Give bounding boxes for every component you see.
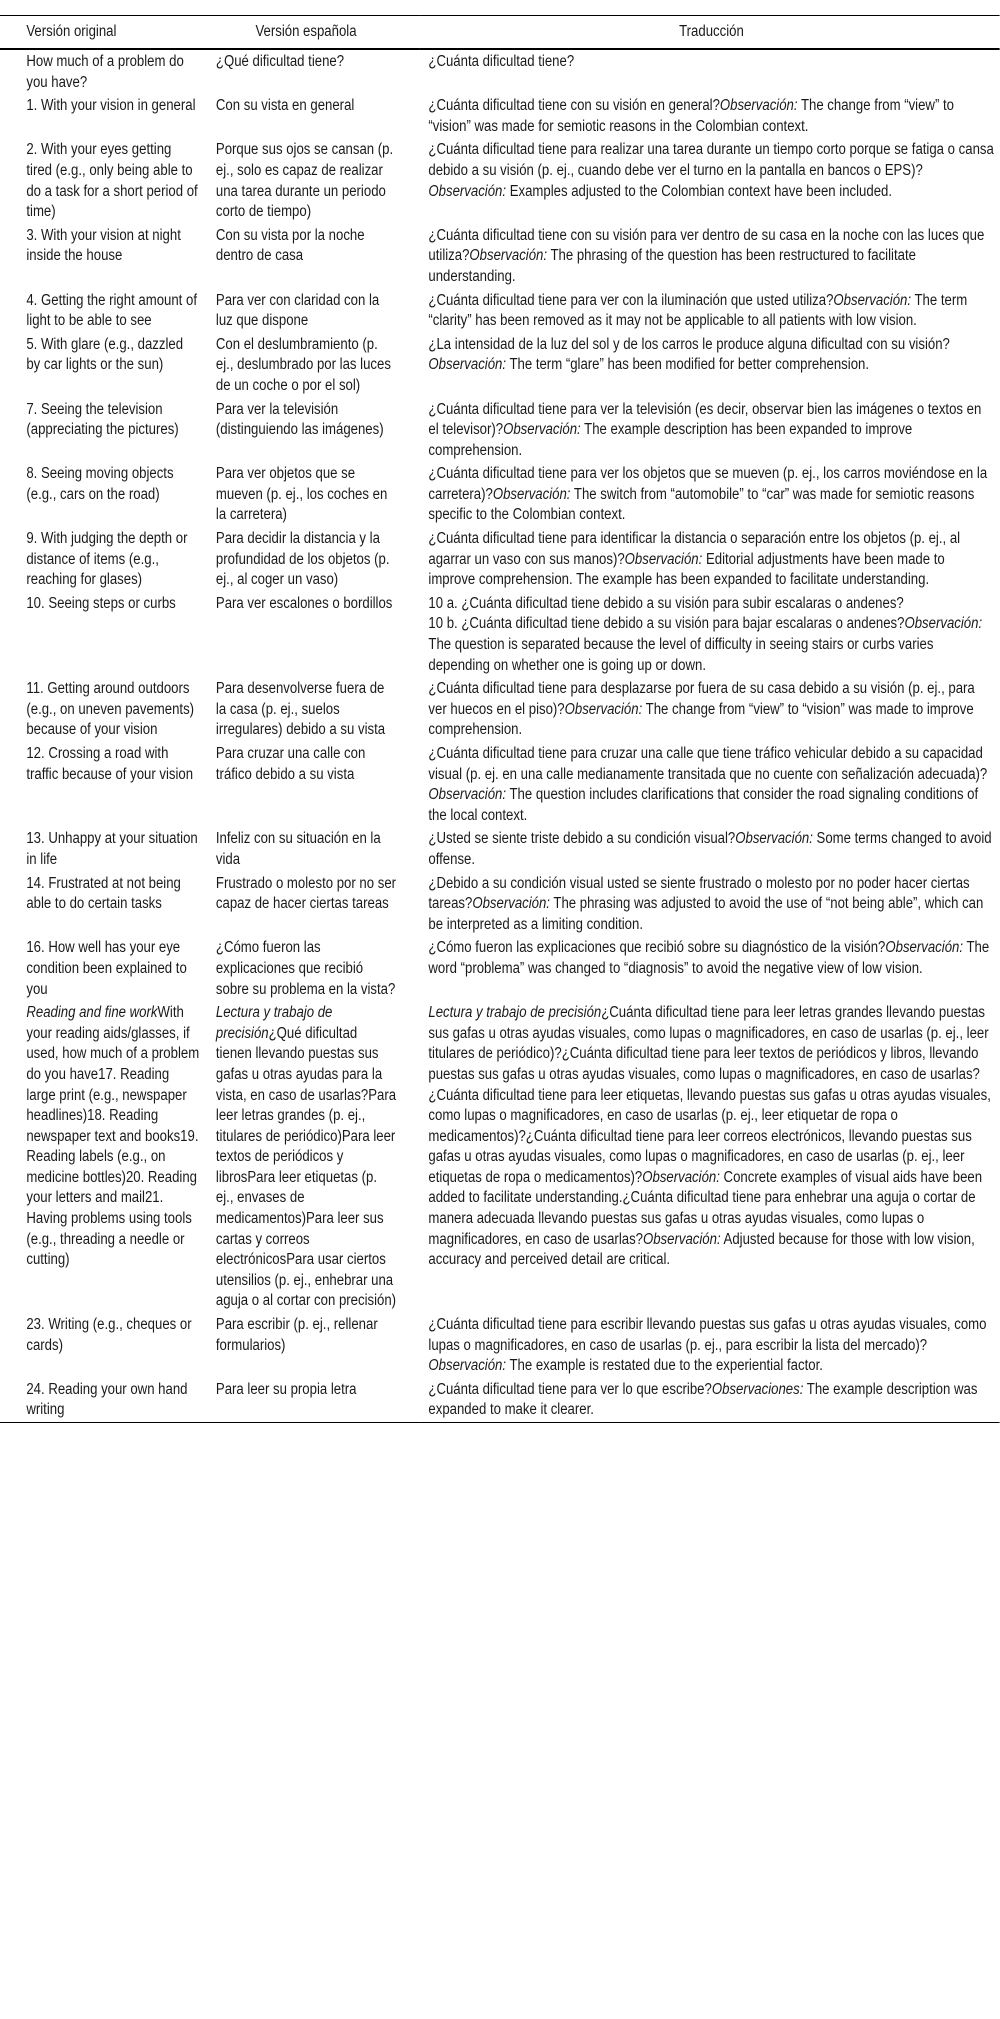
original-cell bbox=[0, 398, 213, 463]
cell-text: Para leer su propia letra bbox=[215, 1380, 357, 1398]
spanish-cell bbox=[213, 1313, 420, 1378]
cell-text: ¿Cómo fueron las explicaciones que recibió sobre su diagnóstico de la visión? bbox=[428, 939, 886, 957]
cell-text: 16. How well has your eye condition been explained to you bbox=[26, 939, 187, 998]
spanish-cell bbox=[213, 527, 420, 592]
cell-text: Examples adjusted to the Colombian context have been included. bbox=[506, 182, 893, 200]
original-cell bbox=[0, 94, 213, 138]
original-cell bbox=[0, 1313, 213, 1378]
translation-cell bbox=[420, 1378, 1000, 1423]
original-cell bbox=[0, 742, 213, 827]
translation-cell bbox=[420, 398, 1000, 463]
cell-text: Infeliz con su situación en la vida bbox=[215, 830, 381, 868]
translation-cell bbox=[420, 289, 1000, 333]
spanish-cell bbox=[213, 936, 420, 1001]
header-original-version: Versión original bbox=[26, 22, 117, 40]
cell-text: ¿Usted se siente triste debido a su condición visual? bbox=[428, 830, 736, 848]
cell-text: ¿Cuánta dificultad tiene para ver la televisión (es decir, observar bien las imágenes o textos en el televisor)? bbox=[428, 400, 982, 439]
italic-text: Observación: bbox=[904, 615, 983, 633]
table-row bbox=[0, 527, 1000, 592]
cell-text: The term “glare” has been modified for better comprehension. bbox=[506, 356, 870, 374]
italic-text: Observación: bbox=[624, 550, 703, 568]
cell-text: 4. Getting the right amount of light to be able to see bbox=[26, 291, 198, 330]
cell-text: 9. With judging the depth or distance of items (e.g., reaching for glases) bbox=[26, 530, 188, 589]
italic-text: Observación: bbox=[428, 182, 507, 200]
cell-text: 14. Frustrated at not being able to do certain tasks bbox=[26, 874, 181, 913]
cell-text: How much of a problem do you have? bbox=[26, 53, 184, 91]
table-row bbox=[0, 827, 1000, 871]
cell-text: ¿Cuánta dificultad tiene con su visión en general? bbox=[428, 97, 720, 115]
cell-text: 12. Crossing a road with traffic because of your vision bbox=[26, 745, 194, 783]
table-row bbox=[0, 872, 1000, 937]
italic-text: Lectura y trabajo de precisión bbox=[428, 1004, 602, 1022]
original-cell bbox=[0, 1001, 213, 1313]
cell-text: The change from “view” to “vision” was made for semiotic reasons in the Colombian context. bbox=[428, 97, 954, 135]
cell-text: 13. Unhappy at your situation in life bbox=[26, 830, 198, 868]
original-cell bbox=[0, 872, 213, 937]
italic-text: Reading and fine work bbox=[26, 1004, 158, 1022]
header-spanish-version: Versión española bbox=[255, 22, 357, 40]
cell-text: Con su vista por la noche dentro de casa bbox=[215, 226, 365, 265]
cell-text: 7. Seeing the television (appreciating the pictures) bbox=[26, 400, 179, 439]
translation-cell bbox=[420, 94, 1000, 138]
spanish-cell bbox=[213, 94, 420, 138]
cell-text: ¿Cuánta dificultad tiene para identificar la distancia o separación entre los objetos (p. ej., al agarrar un vaso con sus manos)? bbox=[428, 530, 961, 568]
original-cell bbox=[0, 289, 213, 333]
cell-text: Para ver objetos que se mueven (p. ej., los coches en la carretera) bbox=[215, 465, 388, 524]
cell-text: ¿Debido a su condición visual usted se siente frustrado o molesto por no poder hacer ciertas tareas? bbox=[428, 874, 970, 913]
cell-text: Frustrado o molesto por no ser capaz de hacer ciertas tareas bbox=[215, 874, 397, 913]
table-row bbox=[0, 94, 1000, 138]
spanish-cell bbox=[213, 398, 420, 463]
header-row bbox=[0, 16, 1000, 50]
table-body bbox=[0, 49, 1000, 1423]
original-cell bbox=[0, 224, 213, 289]
cell-text: Para ver con claridad con la luz que dispone bbox=[215, 291, 380, 330]
cell-text: The change from “view” to “vision” was made to improve comprehension. bbox=[428, 700, 974, 739]
spanish-cell bbox=[213, 827, 420, 871]
italic-text: Observación: bbox=[642, 1168, 720, 1186]
translation-cell bbox=[420, 592, 1000, 677]
cell-text: ¿La intensidad de la luz del sol y de los carros le produce alguna dificultad con su visión? bbox=[428, 335, 950, 353]
italic-text: Observación: bbox=[735, 830, 813, 848]
cell-text: 10 a. ¿Cuánta dificultad tiene debido a su visión para subir escalaras o andenes? bbox=[428, 594, 904, 612]
cell-text: Porque sus ojos se cansan (p. ej., solo es capaz de realizar una tarea durante un periodo corto de tiempo) bbox=[215, 141, 394, 221]
cell-text: Para ver escalones o bordillos bbox=[215, 594, 393, 612]
cell-text: Con el deslumbramiento (p. ej., deslumbrado por las luces de un coche o por el sol) bbox=[215, 335, 391, 394]
translation-cell bbox=[420, 872, 1000, 937]
table-row bbox=[0, 138, 1000, 223]
italic-text: Observación: bbox=[428, 786, 507, 804]
cell-text: Para cruzar una calle con tráfico debido a su vista bbox=[215, 745, 366, 783]
original-cell bbox=[0, 677, 213, 742]
table-row bbox=[0, 1001, 1000, 1313]
italic-text: Observación: bbox=[719, 97, 798, 115]
cell-text: The switch from “automobile” to “car” was made for semiotic reasons specific to the Colombian context. bbox=[428, 485, 975, 524]
cell-text: ¿Cuánta dificultad tiene para escribir llevando puestas sus gafas u otras ayudas visuales, como lupas o magnificadores, en caso de usarlas (p. ej., para escribir la lista del mercado)? bbox=[428, 1316, 987, 1354]
italic-text: Lectura y trabajo de precisión bbox=[215, 1004, 333, 1042]
cell-text: 5. With glare (e.g., dazzled by car lights or the sun) bbox=[26, 335, 184, 374]
italic-text: Observación: bbox=[833, 291, 912, 309]
spanish-cell bbox=[213, 592, 420, 677]
table-row bbox=[0, 398, 1000, 463]
original-cell bbox=[0, 462, 213, 527]
table-row bbox=[0, 592, 1000, 677]
cell-text: 23. Writing (e.g., cheques or cards) bbox=[26, 1316, 192, 1354]
italic-text: Observación: bbox=[642, 1230, 721, 1248]
header-translation: Traducción bbox=[679, 22, 744, 40]
table-row bbox=[0, 289, 1000, 333]
cell-text: Para desenvolverse fuera de la casa (p. ej., suelos irregulares) debido a su vista bbox=[215, 680, 386, 739]
spanish-cell bbox=[213, 872, 420, 937]
cell-text: The phrasing of the question has been restructured to facilitate understanding. bbox=[428, 247, 916, 285]
original-cell bbox=[0, 138, 213, 223]
cell-text: ¿Cuánta dificultad tiene? bbox=[428, 53, 575, 70]
cell-text: The example description was expanded to make it clearer. bbox=[428, 1380, 978, 1419]
cell-text: With your reading aids/glasses, if used, how much of a problem do you have17. Reading large print (e.g., newspaper headlines)18. Reading newspaper text and books19. Reading labels (e.g., on medicine bottles)20. Reading your letters and mail21. Having problems using tools (e.g., threading a needle or cutting) bbox=[26, 1004, 200, 1269]
translation-cell bbox=[420, 1313, 1000, 1378]
cell-text: ¿Cuánta dificultad tiene para leer letras grandes llevando puestas sus gafas u otras ayudas visuales, como lupas o magnificadores, en caso de usarlas (p. ej., leer titulares de periódico)?¿Cuánta dificultad tiene para leer textos de periódicos y libros, llevando puestas sus gafas u otras ayudas visuales, como lupas o magnificadores, en caso de usarlas?¿Cuánta dificultad tiene para leer etiquetas, llevando puestas sus gafas u otras ayudas visuales, como lupas o magnificadores, en caso de usarlas (p. ej., leer etiquetar de ropa o medicamentos)?¿Cuánta dificultad tiene para leer correos electrónicos, llevando puestas sus gafas u otras ayudas visuales, como lupas o magnificadores, en caso de usarlas (p. ej., leer etiquetas de ropa o medicamentos)? bbox=[428, 1004, 991, 1186]
translation-cell bbox=[420, 677, 1000, 742]
cell-text: Para decidir la distancia y la profundidad de los objetos (p. ej., al coger un vaso) bbox=[215, 530, 390, 589]
table-row bbox=[0, 49, 1000, 94]
cell-text: 10. Seeing steps or curbs bbox=[26, 594, 176, 612]
cell-text: 2. With your eyes getting tired (e.g., only being able to do a task for a short period of time) bbox=[26, 141, 198, 221]
table-row bbox=[0, 936, 1000, 1001]
cell-text: The example description has been expanded to improve comprehension. bbox=[428, 421, 913, 459]
cell-text: The question includes clarifications that consider the road signaling conditions of the local context. bbox=[428, 786, 979, 824]
cell-text: 1. With your vision in general bbox=[26, 97, 196, 115]
spanish-cell bbox=[213, 1001, 420, 1313]
spanish-cell bbox=[213, 677, 420, 742]
spanish-cell bbox=[213, 49, 420, 94]
italic-text: Observación: bbox=[428, 356, 507, 374]
table-row bbox=[0, 462, 1000, 527]
spanish-cell bbox=[213, 138, 420, 223]
cell-text: ¿Cuánta dificultad tiene para realizar una tarea durante un tiempo corto porque se fatiga o cansa debido a su visión (p. ej., cuando debe ver el turno en la pantalla en bancos o EPS)? bbox=[428, 141, 994, 179]
cell-text: Adjusted because for those with low vision, accuracy and perceived detail are critical. bbox=[428, 1230, 975, 1269]
cell-text: Editorial adjustments have been made to improve comprehension. The example has been expanded to facilitate understanding. bbox=[428, 550, 945, 589]
table-row bbox=[0, 224, 1000, 289]
cell-text: Some terms changed to avoid offense. bbox=[428, 830, 992, 868]
cell-text: The word “problema” was changed to “diagnosis” to avoid the negative view of low vision. bbox=[428, 939, 990, 977]
original-cell bbox=[0, 1378, 213, 1423]
table-row bbox=[0, 677, 1000, 742]
table-row bbox=[0, 1313, 1000, 1378]
cell-text: 24. Reading your own hand writing bbox=[26, 1380, 188, 1419]
cell-text: The term “clarity” has been removed as it may not be applicable to all patients with low vision. bbox=[428, 291, 968, 330]
italic-text: Observación: bbox=[492, 485, 571, 503]
translation-cell bbox=[420, 224, 1000, 289]
cell-text: Concrete examples of visual aids have been added to facilitate understanding.¿Cuánta dificultad tiene para enhebrar una aguja o cortar de manera adecuada llevando puestas sus gafas u otras ayudas visuales, como lupas o magnificadores, en caso de usarlas? bbox=[428, 1168, 983, 1248]
translation-cell bbox=[420, 742, 1000, 827]
italic-text: Observación: bbox=[428, 1357, 507, 1375]
translation-cell bbox=[420, 1001, 1000, 1313]
spanish-cell bbox=[213, 1378, 420, 1423]
italic-text: Observación: bbox=[503, 421, 581, 439]
spanish-cell bbox=[213, 333, 420, 398]
cell-text: Para escribir (p. ej., rellenar formularios) bbox=[215, 1316, 378, 1354]
italic-text: Observación: bbox=[564, 700, 643, 718]
cell-text: The question is separated because the level of difficulty in seeing stairs or curbs varies depending on whether one is going up or down. bbox=[428, 636, 934, 674]
translation-cell bbox=[420, 333, 1000, 398]
cell-text: ¿Qué dificultad tiene? bbox=[215, 53, 345, 70]
spanish-cell bbox=[213, 224, 420, 289]
cell-text: 10 b. ¿Cuánta dificultad tiene debido a su visión para bajar escalaras o andenes? bbox=[428, 615, 905, 633]
cell-text: The phrasing was adjusted to avoid the use of “not being able”, which can be interpreted as a limiting condition. bbox=[428, 895, 984, 933]
translation-cell bbox=[420, 462, 1000, 527]
cell-text: 11. Getting around outdoors (e.g., on uneven pavements) because of your vision bbox=[26, 680, 195, 739]
italic-text: Observaciones: bbox=[711, 1380, 804, 1398]
cell-text: The example is restated due to the experiential factor. bbox=[506, 1357, 823, 1375]
translation-table bbox=[0, 15, 1000, 1423]
original-cell bbox=[0, 827, 213, 871]
cell-text: Con su vista en general bbox=[215, 97, 355, 115]
translation-cell bbox=[420, 49, 1000, 94]
cell-text: ¿Cuánta dificultad tiene para ver con la iluminación que usted utiliza? bbox=[428, 291, 834, 309]
translation-cell bbox=[420, 936, 1000, 1001]
translation-cell bbox=[420, 138, 1000, 223]
italic-text: Observación: bbox=[885, 939, 964, 957]
italic-text: Observación: bbox=[469, 247, 548, 265]
spanish-cell bbox=[213, 742, 420, 827]
translation-cell bbox=[420, 827, 1000, 871]
table-row bbox=[0, 1378, 1000, 1423]
cell-text: ¿Cuánta dificultad tiene para cruzar una calle que tiene tráfico vehicular debido a su capacidad visual (p. ej. en una calle medianamente transitada que no cuente con señalización adecuada)? bbox=[428, 745, 988, 783]
cell-text: ¿Cómo fueron las explicaciones que recibió sobre su problema en la vista? bbox=[215, 939, 396, 998]
cell-text: ¿Cuánta dificultad tiene para ver lo que escribe? bbox=[428, 1380, 712, 1398]
original-cell bbox=[0, 936, 213, 1001]
table-row bbox=[0, 742, 1000, 827]
original-cell bbox=[0, 527, 213, 592]
translation-cell bbox=[420, 527, 1000, 592]
original-cell bbox=[0, 333, 213, 398]
italic-text: Observación: bbox=[472, 895, 550, 913]
cell-text: ¿Cuánta dificultad tiene con su visión para ver dentro de su casa en la noche con las luces que utiliza? bbox=[428, 226, 985, 265]
original-cell bbox=[0, 592, 213, 677]
cell-text: ¿Cuánta dificultad tiene para ver los objetos que se mueven (p. ej., los carros moviéndose en la carretera)? bbox=[428, 465, 988, 503]
cell-text: 8. Seeing moving objects (e.g., cars on the road) bbox=[26, 465, 174, 503]
translation-table-container bbox=[0, 15, 1000, 1423]
cell-text: Para ver la televisión (distinguiendo las imágenes) bbox=[215, 400, 384, 439]
cell-text: ¿Qué dificultad tienen llevando puestas sus gafas u otras ayudas para la vista, en caso de usarlas?Para leer letras grandes (p. ej., titulares de periódico)Para leer textos de periódicos y librosPara leer etiquetas (p. ej., envases de medicamentos)Para leer sus cartas y correos electrónicosPara usar ciertos utensilios (p. ej., enhebrar una aguja o al cortar con precisión) bbox=[215, 1024, 397, 1310]
cell-text: ¿Cuánta dificultad tiene para desplazarse por fuera de su casa debido a su visión (p. ej., para ver huecos en el piso)? bbox=[428, 680, 975, 718]
cell-text: 3. With your vision at night inside the house bbox=[26, 226, 181, 265]
spanish-cell bbox=[213, 289, 420, 333]
original-cell bbox=[0, 49, 213, 94]
spanish-cell bbox=[213, 462, 420, 527]
table-row bbox=[0, 333, 1000, 398]
